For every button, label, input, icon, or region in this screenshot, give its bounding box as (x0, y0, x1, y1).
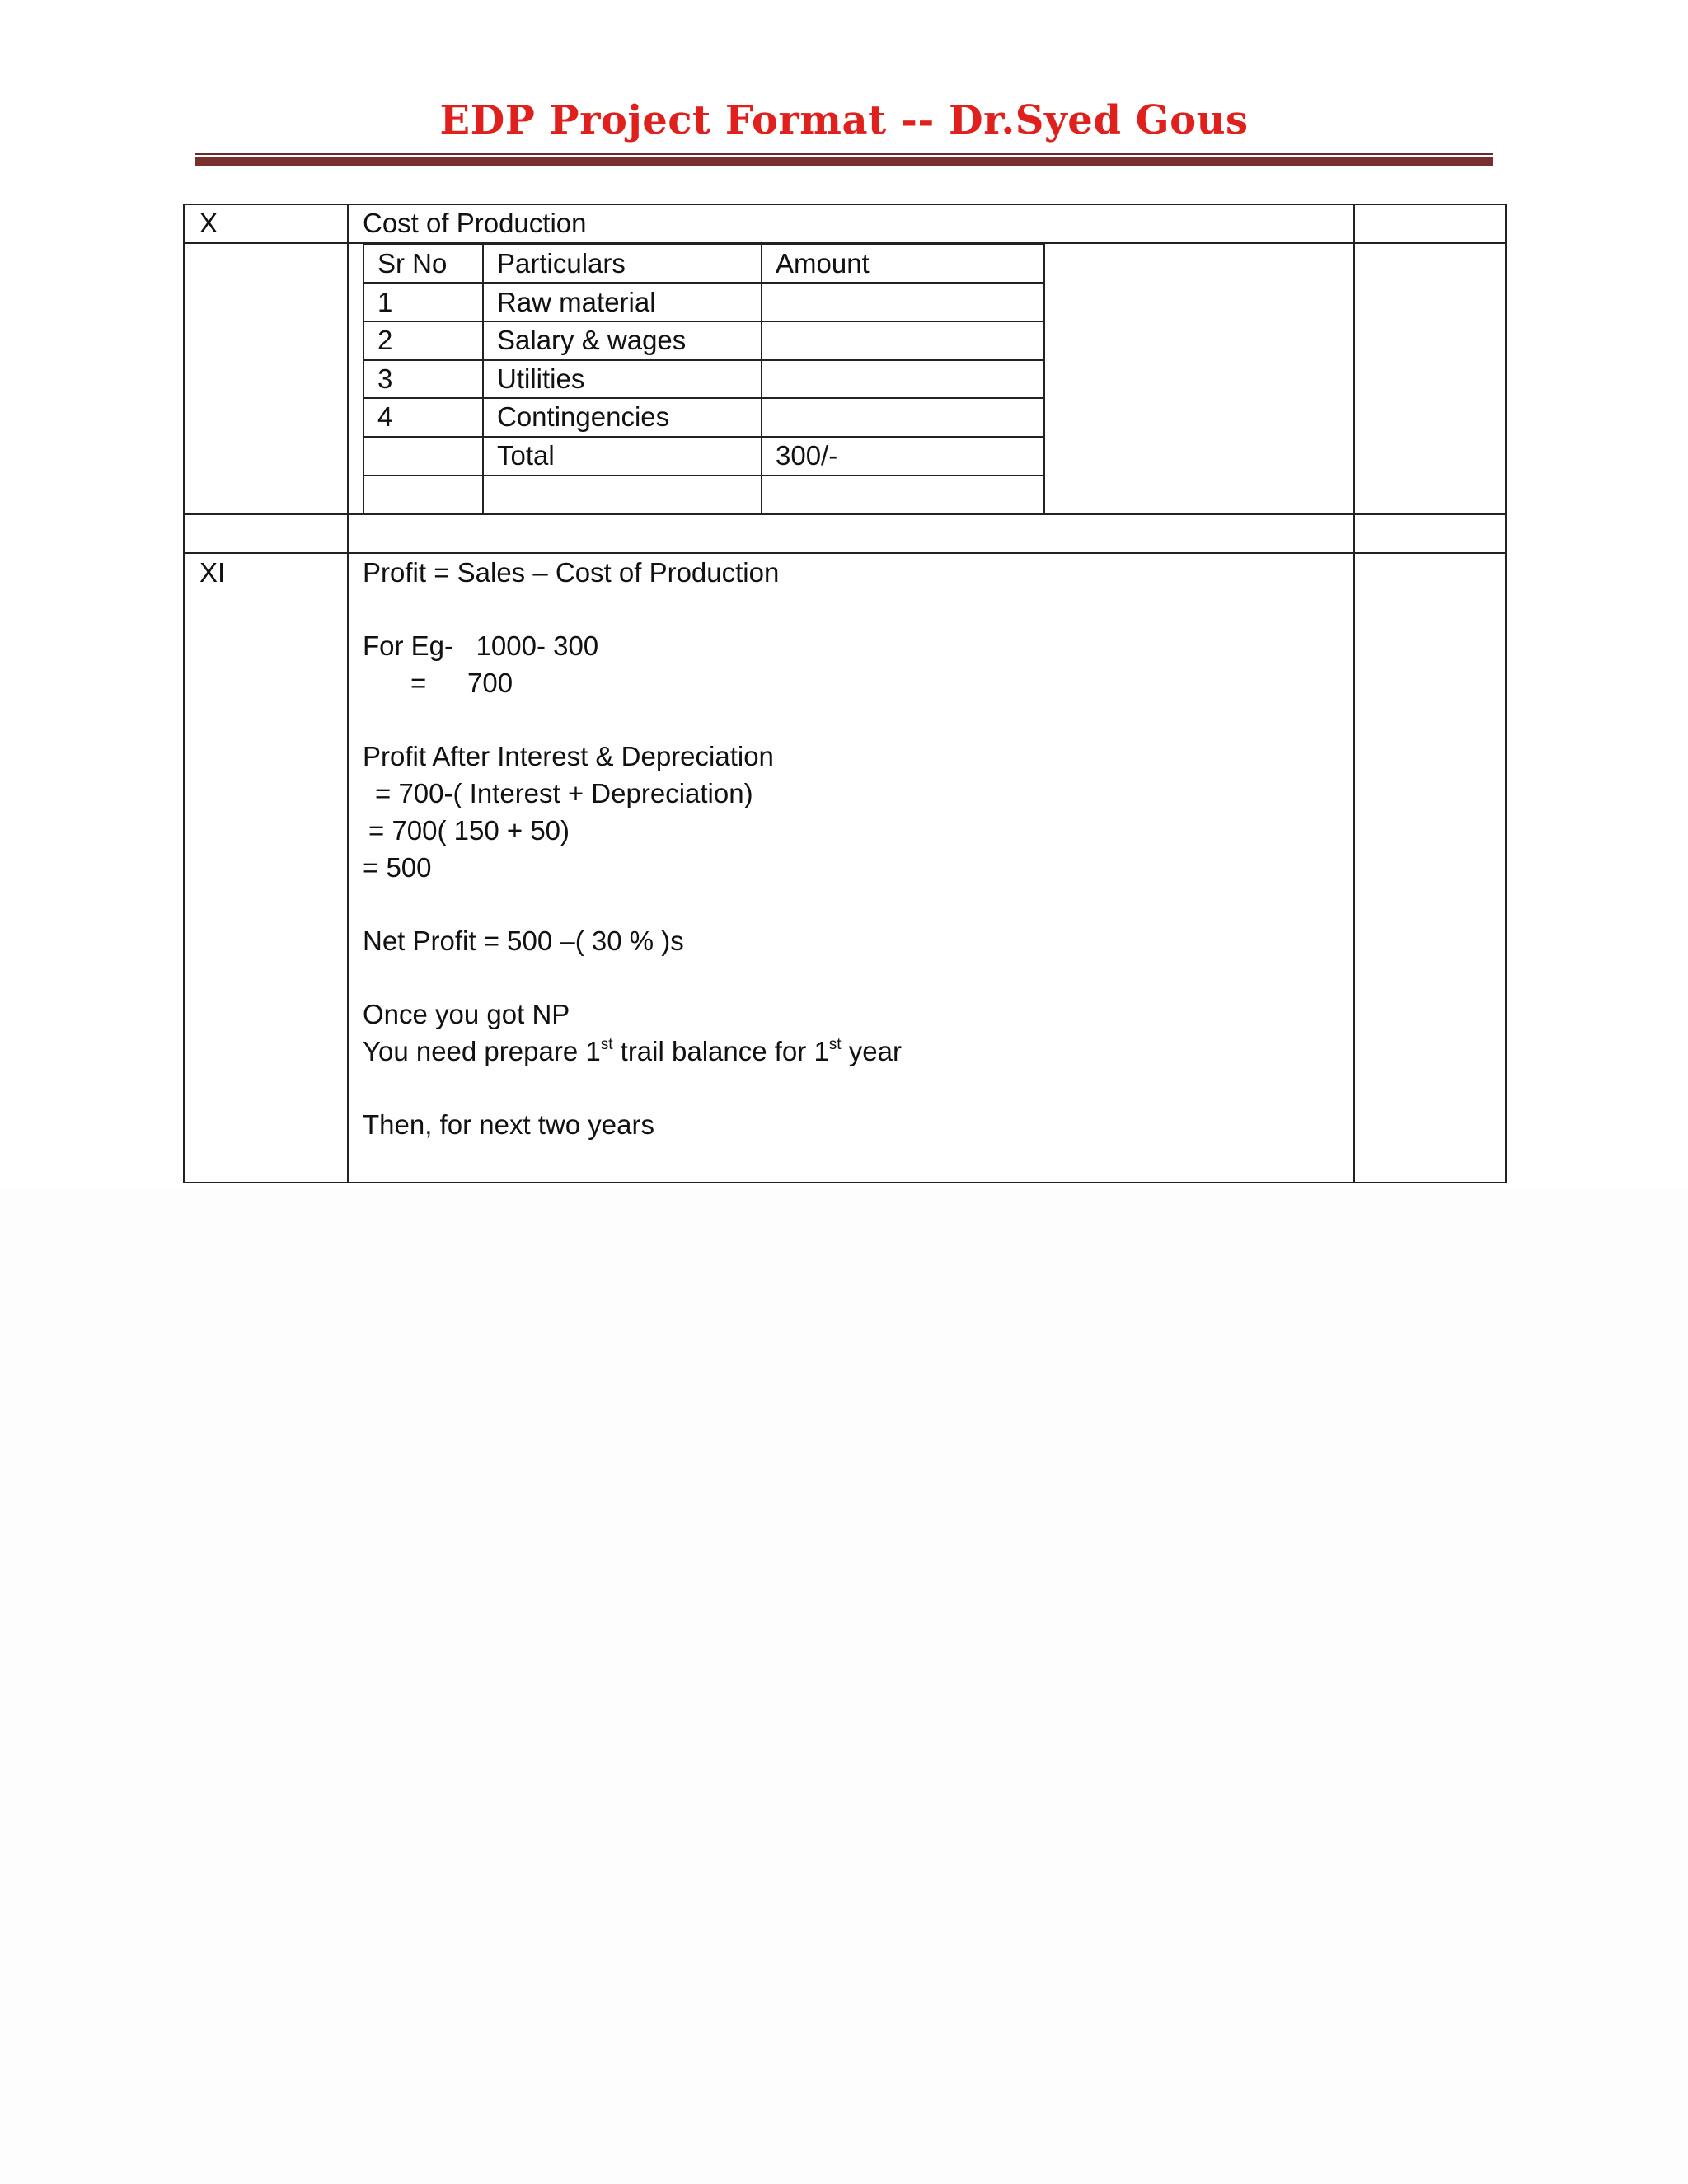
inner-row-divider (364, 475, 1043, 476)
section-heading-cost-of-production: Cost of Production (363, 208, 587, 238)
title-divider-thin (195, 153, 1493, 155)
table-header-amount: Amount (776, 248, 870, 279)
profit-after-interest-line: = 500 (363, 852, 432, 883)
inner-row-divider (364, 359, 1043, 361)
section-number-xi: XI (199, 557, 226, 588)
profit-after-interest-line: = 700-( Interest + Depreciation) (375, 778, 753, 808)
table-cell-sr: 2 (377, 325, 393, 355)
ordinal-suffix: st (600, 1036, 613, 1053)
inner-column-divider (482, 245, 484, 513)
table-cell-amount-total: 300/- (776, 440, 838, 471)
ordinal-suffix: st (828, 1036, 842, 1053)
profit-formula: Profit = Sales – Cost of Production (363, 557, 780, 588)
example-line: For Eg- 1000- 300 (363, 630, 599, 661)
inner-row-divider (364, 436, 1043, 438)
trial-balance-text: You need prepare 1 (363, 1036, 601, 1066)
section-number-x: X (199, 208, 218, 238)
table-cell-particular: Contingencies (497, 401, 670, 432)
table-header-sr-no: Sr No (377, 248, 448, 279)
trial-balance-text: trail balance for 1 (612, 1036, 829, 1066)
table-cell-sr: 1 (377, 287, 393, 317)
page-title: EDP Project Format -- Dr.Syed Gous (439, 97, 1249, 143)
example-result: 700 (467, 668, 513, 698)
row-divider (185, 552, 1505, 554)
profit-after-interest-heading: Profit After Interest & Depreciation (363, 741, 774, 771)
final-instruction-line: Then, for next two years (363, 1109, 654, 1140)
table-cell-particular: Raw material (497, 287, 656, 317)
content-table (183, 204, 1507, 1183)
column-divider (347, 205, 349, 1182)
inner-row-divider (364, 397, 1043, 399)
inner-row-divider (364, 282, 1043, 284)
cost-of-production-table (363, 243, 1045, 514)
table-header-particulars: Particulars (497, 248, 626, 279)
table-cell-sr: 4 (377, 401, 393, 432)
table-cell-sr: 3 (377, 363, 393, 394)
net-profit-line: Net Profit = 500 –( 30 % )s (363, 926, 684, 956)
table-cell-particular: Utilities (497, 363, 585, 394)
example-equals: = (410, 668, 427, 698)
profit-after-interest-line: = 700( 150 + 50) (368, 815, 570, 846)
inner-row-divider (364, 321, 1043, 322)
table-cell-particular: Salary & wages (497, 325, 687, 355)
column-divider (1353, 205, 1355, 1182)
trial-balance-text: year (841, 1036, 902, 1066)
title-divider-thick (195, 157, 1493, 166)
trial-balance-line (363, 1033, 902, 1070)
table-cell-particular-total: Total (497, 440, 555, 471)
np-instruction-line: Once you got NP (363, 999, 570, 1029)
inner-column-divider (761, 245, 762, 513)
